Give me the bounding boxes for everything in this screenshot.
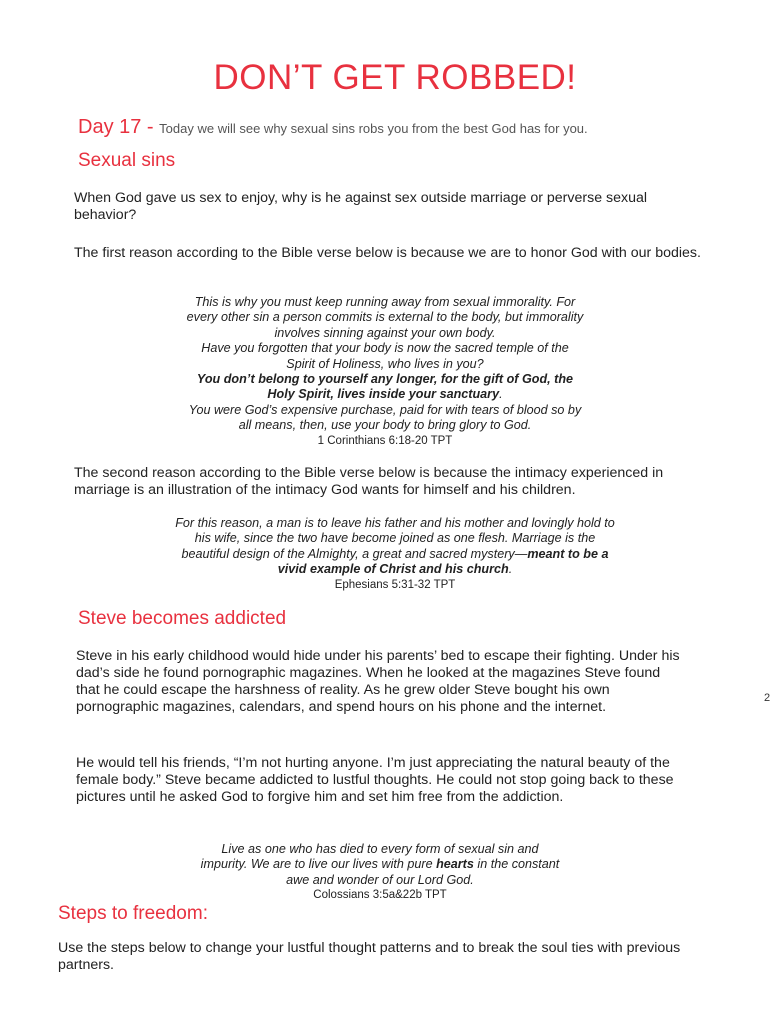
verse-reference: Colossians 3:5a&22b TPT: [313, 889, 447, 902]
day-subtitle: Today we will see why sexual sins robs you from the best God has for you.: [159, 121, 588, 136]
heading-steps-freedom: Steps to freedom:: [58, 903, 208, 924]
verse-bold-text: hearts: [436, 857, 474, 872]
verse-line: beautiful design of the Almighty, a great and sacred mystery—: [181, 546, 528, 561]
verse-line: Have you forgotten that your body is now the sacred temple of the: [201, 341, 569, 356]
day-line: [78, 116, 588, 139]
verse-colossians: [140, 842, 620, 904]
paragraph-steve-childhood: Steve in his early childhood would hide under his parents’ bed to escape their fighting. Under his dad’s side he found pornographic magazines. When he looked at the magazines Steve found that he could escape the harshness of reality. As he grew older Steve bought his own pornographic magazines, calendars, and spend hours on his phone and the internet.: [76, 648, 680, 715]
day-label: Day 17 -: [78, 116, 160, 138]
verse-bold-line: Holy Spirit, lives inside your sanctuary: [267, 387, 500, 402]
verse-line: awe and wonder of our Lord God.: [286, 872, 474, 887]
verse-line: involves sinning against your own body.: [274, 325, 496, 340]
heading-steve-addicted: Steve becomes addicted: [78, 608, 287, 629]
paragraph-steps-intro: Use the steps below to change your lustful thought patterns and to break the soul ties with previous partners.: [58, 940, 681, 973]
verse-bold-line: You don’t belong to yourself any longer, for the gift of God, the: [196, 372, 574, 387]
verse-line: his wife, since the two have become joined as one flesh. Marriage is the: [194, 531, 596, 546]
verse-line: Live as one who has died to every form of sexual sin and: [221, 842, 539, 856]
verse-punct: .: [508, 562, 513, 577]
verse-line: Spirit of Holiness, who lives in you?: [286, 356, 484, 371]
paragraph-steve-friends: He would tell his friends, “I’m not hurting anyone. I’m just appreciating the natural beauty of the female body.” Steve became addicted to lustful thoughts. He could not stop going back to these pictures until he asked God to forgive him and set him free from the addiction.: [76, 755, 674, 805]
page-number: 2: [764, 692, 770, 704]
verse-line: You were God’s expensive purchase, paid for with tears of blood so by: [188, 402, 582, 417]
verse-punct: .: [499, 387, 503, 402]
verse-line: This is why you must keep running away from sexual immorality. For: [194, 295, 576, 309]
paragraph-second-reason: The second reason according to the Bible verse below is because the intimacy experienced in marriage is an illustration of the intimacy God wants for himself and his children.: [74, 465, 664, 498]
verse-line: For this reason, a man is to leave his father and his mother and lovingly hold to: [175, 516, 615, 530]
verse-bold-text: meant to be a: [527, 546, 609, 561]
verse-line: all means, then, use your body to bring glory to God.: [238, 418, 532, 433]
verse-bold-text: vivid example of Christ and his church: [277, 562, 509, 577]
verse-line: impurity. We are to live our lives with pure: [200, 857, 437, 872]
verse-line: every other sin a person commits is external to the body, but immorality: [186, 310, 584, 325]
paragraph-intro: When God gave us sex to enjoy, why is he against sex outside marriage or perverse sexual behavior?: [74, 190, 648, 223]
verse-reference: Ephesians 5:31-32 TPT: [334, 578, 456, 591]
verse-corinthians: [110, 295, 660, 449]
paragraph-first-reason: The first reason according to the Bible verse below is because we are to honor God with our bodies.: [74, 245, 701, 261]
verse-ephesians: [130, 516, 660, 593]
verse-reference: 1 Corinthians 6:18-20 TPT: [317, 434, 453, 447]
verse-line: in the constant: [473, 857, 560, 872]
heading-sexual-sins: Sexual sins: [78, 150, 176, 171]
page-title: DON’T GET ROBBED!: [213, 58, 577, 97]
